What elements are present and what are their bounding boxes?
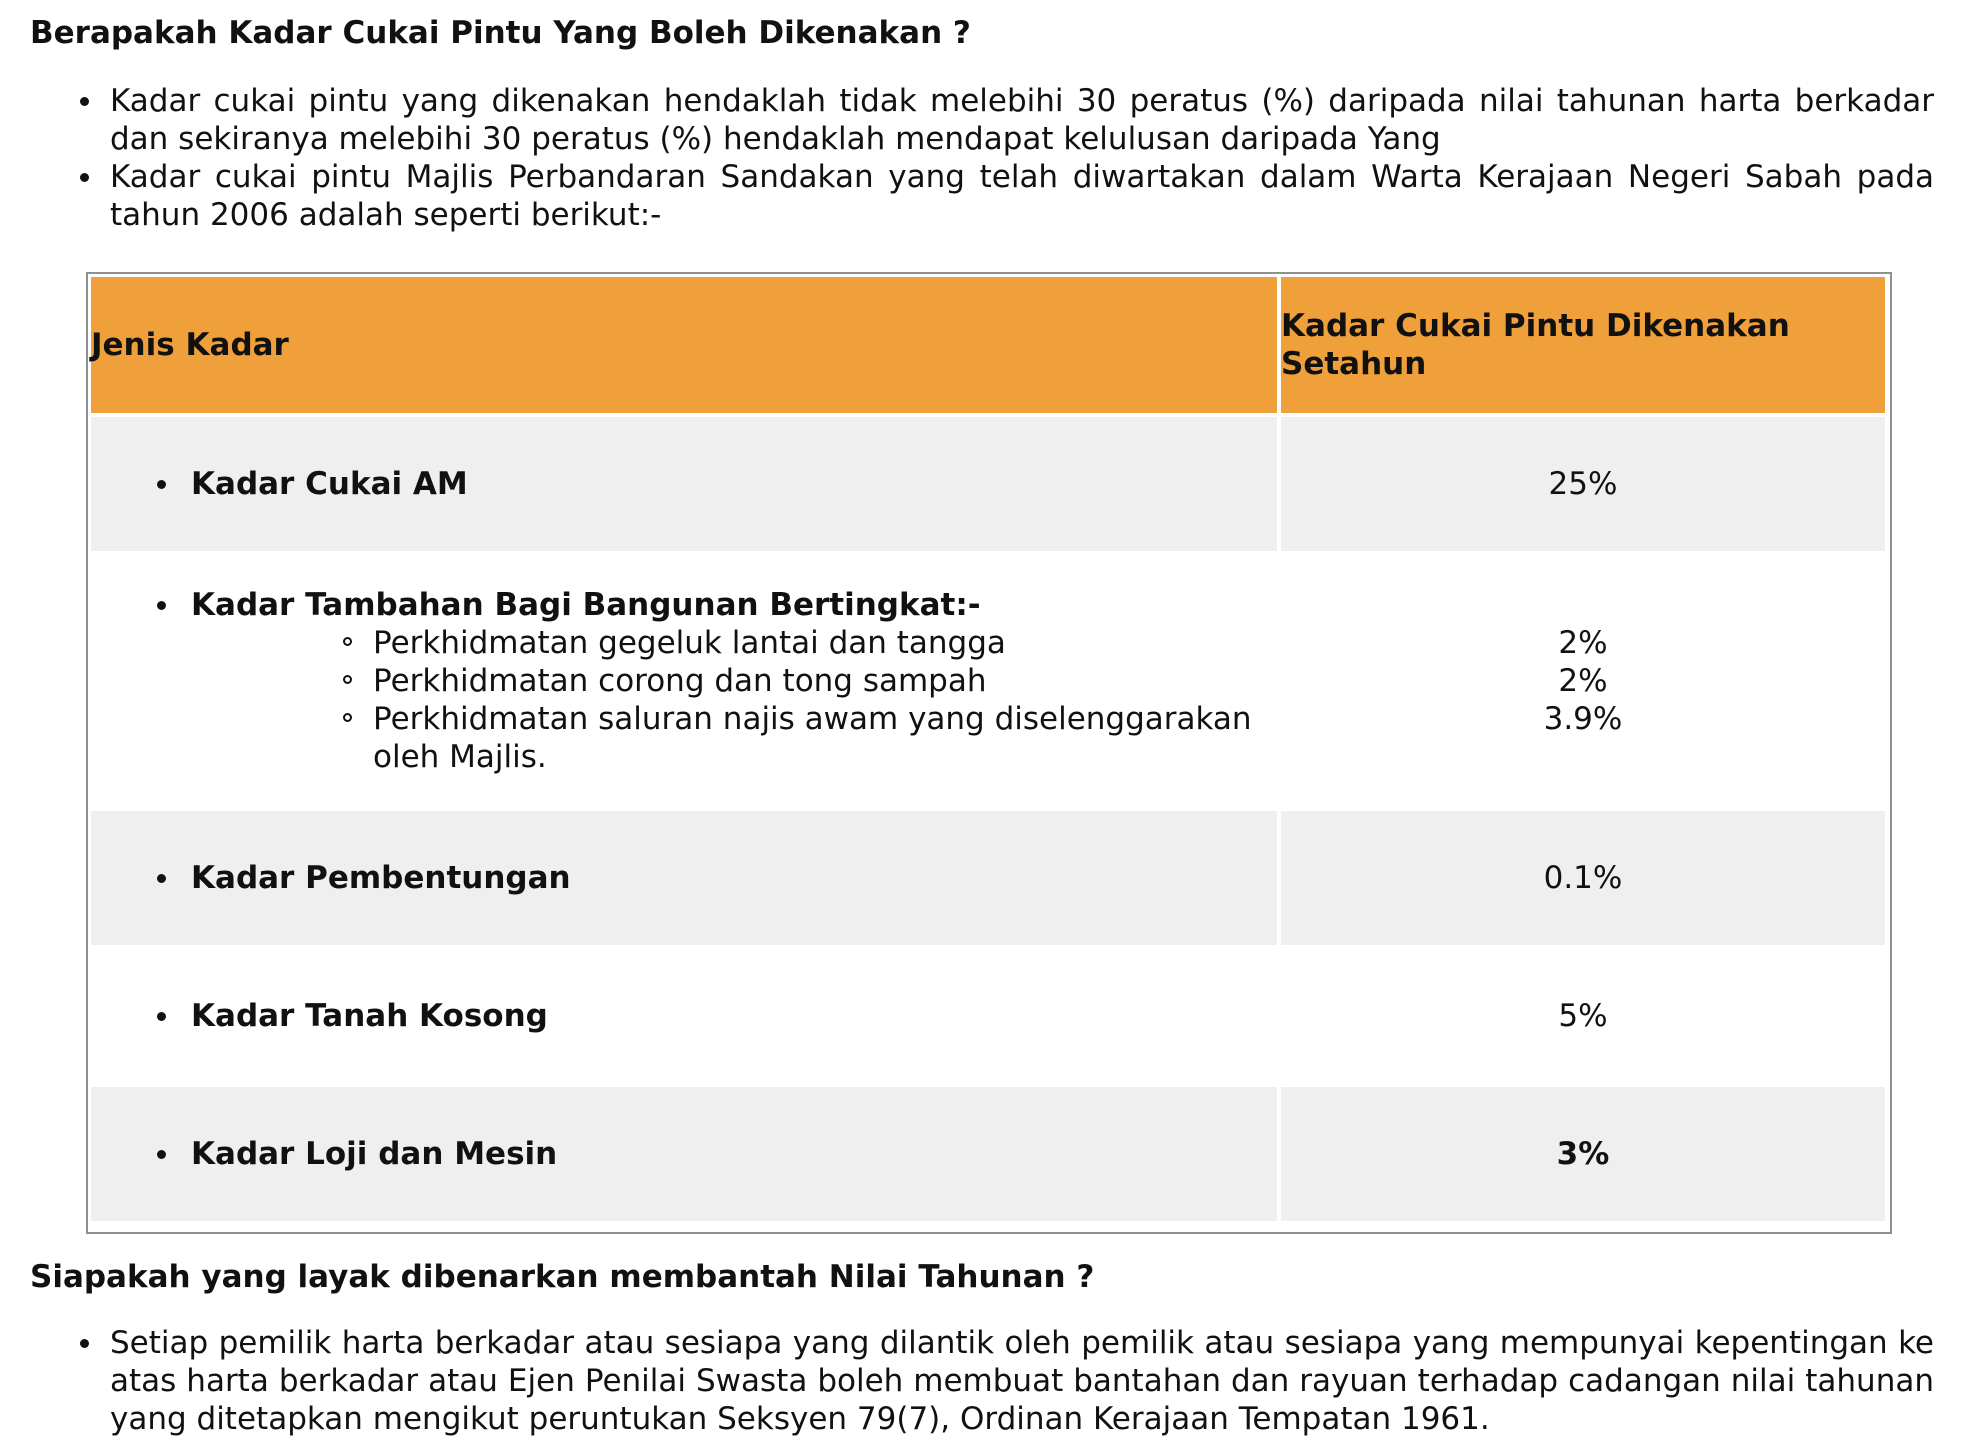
rate-value-plant-machinery: 3% <box>1281 1087 1885 1221</box>
column-header-rate-type: Jenis Kadar <box>91 277 1277 413</box>
rate-label-multistorey-text: Kadar Tambahan Bagi Bangunan Bertingkat:- <box>191 587 981 623</box>
list-item: Kadar cukai pintu yang dikenakan hendaklah tidak melebihi 30 peratus (%) daripada nilai tahunan harta berkadar dan sekiranya melebihi 30 peratus (%) hendaklah mendapat kelulusan daripada Yang <box>110 83 1934 157</box>
table-row <box>91 811 1885 945</box>
table-row <box>91 1087 1885 1221</box>
list-item: Perkhidmatan gegeluk lantai dan tangga <box>373 624 1277 662</box>
table-row <box>91 555 1885 807</box>
rates-table-frame <box>86 272 1892 1234</box>
rate-value-vacant-land: 5% <box>1281 949 1885 1083</box>
rate-value-floor-stairs: 2% <box>1558 625 1608 661</box>
rate-value-sewerage-service: 3.9% <box>1543 701 1623 737</box>
rate-value-sewerage: 0.1% <box>1281 811 1885 945</box>
table-header-row <box>91 277 1885 413</box>
rate-label-sewerage: Kadar Pembentungan <box>91 859 1277 897</box>
table-row <box>91 949 1885 1083</box>
column-header-annual-rate: Kadar Cukai Pintu Dikenakan Setahun <box>1281 277 1885 413</box>
rate-value-chute-bins: 2% <box>1558 663 1608 699</box>
multistorey-subitems <box>191 624 1277 776</box>
rate-label-general: Kadar Cukai AM <box>91 465 1277 503</box>
list-item: Perkhidmatan corong dan tong sampah <box>373 662 1277 700</box>
rate-label-multistorey <box>91 586 1277 776</box>
section-heading-objection: Siapakah yang layak dibenarkan membantah Nilai Tahunan ? <box>30 1259 1095 1295</box>
objection-info-list <box>110 1324 1934 1438</box>
rate-label-vacant-land: Kadar Tanah Kosong <box>91 997 1277 1035</box>
list-item: Perkhidmatan saluran najis awam yang diselenggarakan oleh Majlis. <box>373 700 1277 776</box>
rate-label-plant-machinery: Kadar Loji dan Mesin <box>91 1135 1277 1173</box>
table-row <box>91 417 1885 551</box>
list-item: Setiap pemilik harta berkadar atau sesiapa yang dilantik oleh pemilik atau sesiapa yang mempunyai kepentingan ke atas harta berkadar atau Ejen Penilai Swasta boleh membuat bantahan dan rayuan terhadap cadangan nilai tahunan yang ditetapkan mengikut peruntukan Seksyen 79(7), Ordinan Kerajaan Tempatan 1961. <box>110 1325 1934 1437</box>
list-item: Kadar cukai pintu Majlis Perbandaran Sandakan yang telah diwartakan dalam Warta Kerajaan Negeri Sabah pada tahun 2006 adalah seperti berikut:- <box>110 159 1934 233</box>
section-heading-rates: Berapakah Kadar Cukai Pintu Yang Boleh Dikenakan ? <box>30 15 971 51</box>
rates-table <box>87 273 1889 1225</box>
rates-info-list <box>110 82 1934 234</box>
rate-values-multistorey <box>1281 624 1885 738</box>
rate-value-general: 25% <box>1281 417 1885 551</box>
